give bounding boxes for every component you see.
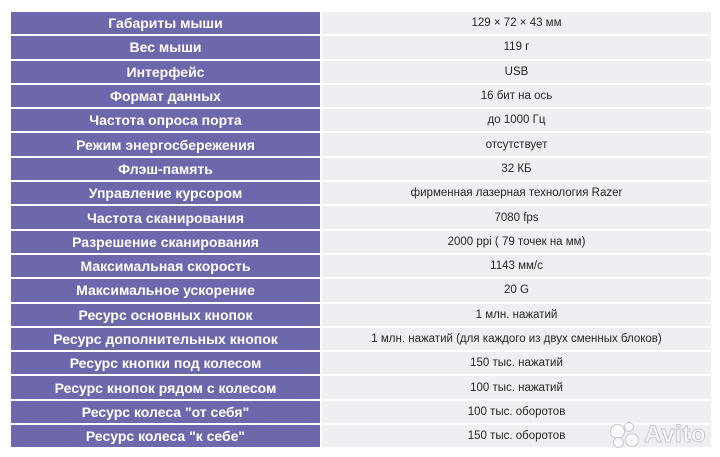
spec-label: Интерфейс [11, 61, 322, 83]
avito-logo-icon [610, 422, 640, 448]
spec-label: Ресурс кнопки под колесом [11, 352, 322, 374]
table-row [11, 36, 711, 58]
spec-value: 32 КБ [322, 158, 711, 180]
spec-value: отсутствует [322, 133, 711, 155]
table-row [11, 206, 711, 228]
spec-value: 2000 ppi ( 79 точек на мм) [322, 231, 711, 253]
table-row [11, 133, 711, 155]
spec-label: Формат данных [11, 85, 322, 107]
table-row [11, 109, 711, 131]
table-row [11, 255, 711, 277]
spec-label: Максимальное ускорение [11, 279, 322, 301]
spec-value: 150 тыс. нажатий [322, 352, 711, 374]
table-row [11, 182, 711, 204]
spec-label: Разрешение сканирования [11, 231, 322, 253]
spec-value: 7080 fps [322, 206, 711, 228]
table-row [11, 231, 711, 253]
table-row [11, 401, 711, 423]
avito-watermark [610, 421, 706, 449]
spec-label: Частота опроса порта [11, 109, 322, 131]
spec-label: Ресурс кнопок рядом с колесом [11, 376, 322, 398]
spec-value: 100 тыс. оборотов [322, 401, 711, 423]
table-row [11, 425, 711, 447]
spec-value: 1 млн. нажатий (для каждого из двух сменных блоков) [322, 328, 711, 350]
specs-table-body [11, 12, 711, 447]
specs-table [11, 10, 711, 449]
table-row [11, 352, 711, 374]
spec-value: до 1000 Гц [322, 109, 711, 131]
spec-value: 16 бит на ось [322, 85, 711, 107]
table-row [11, 304, 711, 326]
spec-label: Ресурс основных кнопок [11, 304, 322, 326]
table-row [11, 12, 711, 34]
watermark-text: Avito [644, 421, 706, 448]
spec-label: Режим энергосбережения [11, 133, 322, 155]
spec-value: 100 тыс. нажатий [322, 376, 711, 398]
table-row [11, 61, 711, 83]
spec-label: Частота сканирования [11, 206, 322, 228]
spec-value: 1 млн. нажатий [322, 304, 711, 326]
table-row [11, 376, 711, 398]
spec-value: 119 г [322, 36, 711, 58]
spec-value: 129 × 72 × 43 мм [322, 12, 711, 34]
table-row [11, 158, 711, 180]
spec-value: USB [322, 61, 711, 83]
spec-label: Габариты мыши [11, 12, 322, 34]
spec-label: Ресурс колеса "от себя" [11, 401, 322, 423]
spec-label: Управление курсором [11, 182, 322, 204]
spec-label: Ресурс колеса "к себе" [11, 425, 322, 447]
table-row [11, 85, 711, 107]
spec-value: 1143 мм/с [322, 255, 711, 277]
spec-label: Максимальная скорость [11, 255, 322, 277]
spec-label: Ресурс дополнительных кнопок [11, 328, 322, 350]
spec-label: Флэш-память [11, 158, 322, 180]
spec-value: фирменная лазерная технология Razer [322, 182, 711, 204]
table-row [11, 279, 711, 301]
spec-value: 20 G [322, 279, 711, 301]
spec-value: 150 тыс. оборотов [322, 425, 711, 447]
table-row [11, 328, 711, 350]
spec-label: Вес мыши [11, 36, 322, 58]
